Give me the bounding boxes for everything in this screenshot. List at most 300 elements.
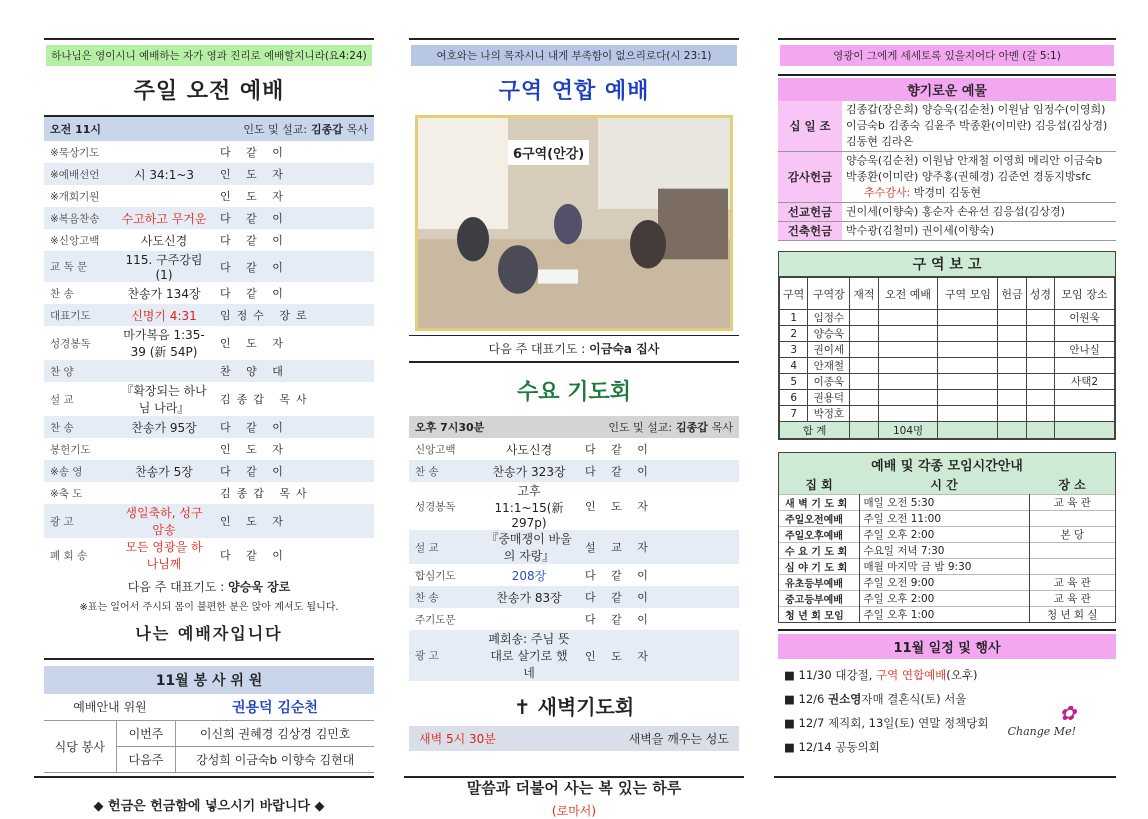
schedule-title: 예배 및 각종 모임시간안내: [779, 453, 1115, 476]
dawn-title: ✝ 새벽기도회: [513, 695, 635, 719]
meeting-name: 주일오후예배: [785, 530, 843, 542]
row-person: 다 같 이: [220, 234, 289, 247]
report-cell: 임정수: [808, 310, 850, 326]
meeting-name: 청 년 회 모임: [785, 610, 844, 622]
top-rule: [778, 38, 1116, 40]
row-person: 다 같 이: [220, 465, 289, 478]
photo-caption: 6구역(안강): [508, 140, 589, 165]
row-label: 찬 송: [415, 465, 439, 478]
report-cell: 이종욱: [808, 374, 850, 390]
total-label: 합 계: [780, 422, 850, 439]
row-person: 다 같 이: [585, 613, 654, 626]
row-person: 인 도 자: [585, 649, 654, 663]
report-cell: [878, 406, 938, 422]
report-cell: [878, 326, 938, 342]
report-cell: 2: [780, 326, 808, 342]
row-label: ※신앙고백: [50, 234, 100, 247]
schedule-row: [779, 590, 1115, 606]
row-person: 다 같 이: [585, 465, 654, 478]
report-row: [780, 358, 1115, 374]
kitchen-label: 식당 봉사: [44, 720, 116, 772]
report-cell: [1026, 406, 1054, 422]
bottom-rule-2: [404, 776, 744, 778]
row-label: 찬 송: [50, 287, 74, 300]
service-leader: 인도 및 설교: 김종갑 목사: [243, 123, 368, 136]
extra-label: 추수감사:: [864, 186, 911, 199]
offering-text: 권이세(이향숙) 홍순자 손유선 김응섭(김상경): [846, 205, 1065, 218]
report-cell: [1055, 390, 1115, 406]
row-label: 성경봉독: [415, 500, 456, 513]
row-person: 인 도 자: [585, 500, 654, 513]
bottom-rule-1: [34, 776, 374, 778]
report-cell: [1026, 390, 1054, 406]
dawn-time: 새벽 5시 30분: [419, 732, 496, 746]
schedule-row: [779, 542, 1115, 558]
report-cell: [850, 374, 878, 390]
row-content: 208장: [511, 568, 547, 583]
report-cell: [938, 390, 998, 406]
meeting-name: 주일오전예배: [785, 514, 843, 526]
offering-row: [778, 222, 1116, 241]
wednesday-order-table: [409, 416, 739, 681]
report-cell: [1026, 358, 1054, 374]
offering-table: [778, 101, 1116, 241]
row-label: 광 고: [50, 515, 74, 528]
row-label: 광 고: [415, 650, 439, 662]
meeting-place: 교 육 관: [1053, 496, 1091, 509]
top-rule: [44, 38, 374, 40]
meeting-place: [1029, 542, 1115, 558]
row-content: 찬송가 95장: [131, 420, 197, 435]
row-content: 고후 11:1~15(新 297p): [494, 484, 564, 530]
row-person: 다 같 이: [585, 569, 654, 582]
report-header: 구역장: [808, 278, 850, 310]
wednesday-leader: 인도 및 설교: 김종갑 목사: [608, 421, 733, 434]
offering-title: 향기로운 예물: [778, 78, 1116, 101]
report-table: [779, 277, 1115, 439]
bullet-icon: ■: [784, 715, 799, 730]
wednesday-title: 수요 기도회: [517, 380, 631, 405]
logo-text: Change Me!: [1007, 724, 1076, 738]
bullet-icon: ■: [784, 691, 799, 706]
offering-names: [842, 152, 1116, 203]
offering-text: 박수광(김철미) 권이세(이향숙): [846, 224, 995, 237]
service-row: [44, 438, 374, 460]
row-content: 찬송가 83장: [496, 590, 562, 605]
meeting-time: 주일 오후 1:00: [859, 606, 1029, 622]
page-title: 구역 연합 예배: [498, 79, 650, 104]
usher-label: 예배안내 위원: [73, 700, 147, 715]
report-cell: 박정호: [808, 406, 850, 422]
row-content: 찬송가 323장: [492, 464, 566, 479]
row-content: [114, 141, 214, 163]
service-row: [44, 207, 374, 229]
report-header-row: [780, 278, 1115, 310]
report-cell: [938, 358, 998, 374]
row-person: 다 같 이: [220, 421, 289, 434]
report-cell: [998, 390, 1026, 406]
service-row: [44, 460, 374, 482]
meeting-time: 수요일 저녁 7:30: [859, 542, 1029, 558]
row-person: 다 같 이: [220, 260, 289, 274]
row-label: 교 독 문: [50, 261, 88, 273]
row-label: 찬 송: [415, 591, 439, 604]
report-cell: [850, 390, 878, 406]
row-content: 115. 구주강림(1): [125, 253, 203, 282]
meeting-time: 매일 오전 5:30: [859, 494, 1029, 510]
row-person: 김종갑 목사: [220, 487, 313, 500]
service-row: [44, 382, 374, 416]
report-row: [780, 342, 1115, 358]
offering-names: [842, 101, 1116, 152]
report-cell: [850, 326, 878, 342]
report-cell: 1: [780, 310, 808, 326]
service-row: [409, 608, 739, 630]
bullet-icon: ■: [784, 739, 799, 754]
service-row: [409, 630, 739, 681]
meeting-name: 유초등부예배: [785, 578, 843, 590]
meeting-time: 주일 오후 2:00: [859, 590, 1029, 606]
meeting-time: 주일 오후 2:00: [859, 526, 1029, 542]
schedule-table: [779, 476, 1115, 622]
schedule-row: [779, 510, 1115, 526]
meeting-name: 중고등부예배: [785, 594, 843, 606]
row-content: 신명기 4:31: [131, 308, 197, 323]
report-header: 구역 모임: [938, 278, 998, 310]
meeting-time: 매월 마지막 금 밤 9:30: [859, 558, 1029, 574]
row-content: 찬송가 5장: [135, 464, 193, 479]
next-week-names: 강성희 이금숙b 이향숙 김현대: [196, 752, 355, 767]
service-row: [44, 251, 374, 282]
report-cell: [938, 310, 998, 326]
row-person: 김종갑 목사: [220, 393, 313, 406]
offering-row: [778, 203, 1116, 222]
report-cell: [878, 342, 938, 358]
events-list: [778, 667, 1116, 755]
report-total-row: [780, 422, 1115, 439]
change-me-logo: [1008, 701, 1076, 738]
row-label: ※송 영: [50, 465, 83, 478]
report-cell: [998, 358, 1026, 374]
page-title: 주일 오전 예배: [133, 79, 285, 104]
wednesday-time: 오후 7시30분: [415, 421, 485, 434]
bullet-icon: ■: [784, 667, 799, 682]
row-label: ※복음찬송: [50, 212, 100, 225]
meeting-time: 주일 오전 9:00: [859, 574, 1029, 590]
service-row: [44, 185, 374, 207]
dove-icon: ✿: [1059, 700, 1076, 725]
column-offerings: [778, 38, 1116, 755]
row-person: 임정수 장로: [220, 309, 313, 322]
row-label: ※축 도: [50, 487, 83, 500]
row-content: 사도신경: [505, 442, 553, 457]
report-cell: [1026, 310, 1054, 326]
row-label: 주기도문: [415, 613, 456, 626]
verse-banner: 여호와는 나의 목자시니 내게 부족함이 없으리로다(시 23:1): [411, 45, 737, 66]
top-rule: [409, 38, 739, 40]
report-row: [780, 374, 1115, 390]
report-cell: [998, 342, 1026, 358]
report-cell: 양승욱: [808, 326, 850, 342]
row-person: 찬 양 대: [220, 365, 289, 378]
report-cell: [998, 310, 1026, 326]
row-person: 다 같 이: [220, 146, 289, 159]
report-cell: 사택2: [1055, 374, 1115, 390]
row-content: 마가복음 1:35-39 (新 54P): [123, 328, 205, 359]
row-label: 찬 양: [50, 365, 74, 378]
row-person: 다 같 이: [220, 549, 289, 562]
report-cell: [938, 406, 998, 422]
report-cell: [850, 406, 878, 422]
row-label: 찬 송: [50, 421, 74, 434]
service-row: [44, 504, 374, 538]
event-text-post: (오후): [946, 667, 978, 682]
meeting-name: 수 요 기 도 회: [785, 546, 848, 558]
meeting-place: 본 당: [1060, 528, 1085, 541]
row-label: 봉헌기도: [50, 443, 91, 456]
report-cell: [1026, 374, 1054, 390]
row-person: 다 같 이: [585, 591, 654, 604]
service-order-table: [44, 117, 374, 572]
dawn-icon: ✝: [513, 695, 531, 719]
offering-names: [842, 203, 1116, 222]
row-content: 찬송가 134장: [127, 286, 201, 301]
meeting-place: [1029, 558, 1115, 574]
row-content: 생일축하, 성구암송: [125, 506, 203, 537]
row-label: 대표기도: [50, 309, 91, 322]
report-row: [780, 326, 1115, 342]
service-time: 오전 11시: [50, 123, 102, 136]
row-person: 인 도 자: [220, 443, 289, 456]
extra-names: 박경미 김동현: [913, 186, 981, 199]
row-content: 『중매쟁이 바울의 자랑』: [486, 532, 572, 563]
row-label: ※묵상기도: [50, 146, 100, 159]
offering-label: 십 일 조: [778, 101, 842, 152]
next-prayer: 다음 주 대표기도 : 양승욱 장로: [127, 580, 291, 594]
service-row: [44, 538, 374, 572]
row-label: ※개회기원: [50, 190, 100, 203]
row-person: 다 같 이: [220, 212, 289, 225]
meeting-name: 심 야 기 도 회: [785, 562, 848, 574]
service-row: [409, 564, 739, 586]
row-content: 사도신경: [140, 233, 188, 248]
row-person: 인 도 자: [220, 515, 289, 528]
column-sunday-service: [44, 38, 374, 814]
report-cell: [878, 374, 938, 390]
next-week-label: 다음주: [116, 746, 176, 772]
report-cell: [878, 390, 938, 406]
row-content: 폐회송: 주님 뜻대로 살기로 했네: [488, 632, 570, 680]
offering-text: 김종갑(장은희) 양승욱(김순천) 이원남 임정수(이영희) 이금숙b 김종숙 김윤주 박종환(이미란) 김응섭(김상경) 김동현 김라온: [846, 103, 1108, 148]
report-header: 오전 예배: [878, 278, 938, 310]
dawn-name: 새벽을 깨우는 성도: [628, 732, 729, 746]
report-cell: [850, 358, 878, 374]
report-header: 성경: [1026, 278, 1054, 310]
report-row: [780, 406, 1115, 422]
row-person: 설 교 자: [585, 541, 654, 554]
meeting-place: [1029, 510, 1115, 526]
row-content: 시 34:1~3: [133, 167, 195, 182]
schedule-row: [779, 494, 1115, 510]
service-team-title: 11월 봉 사 위 원: [44, 666, 374, 694]
report-cell: [1026, 342, 1054, 358]
service-row: [44, 482, 374, 504]
service-row: [44, 304, 374, 326]
report-cell: [938, 342, 998, 358]
report-row: [780, 390, 1115, 406]
report-header: 모임 장소: [1055, 278, 1115, 310]
row-person: 인 도 자: [220, 168, 289, 181]
service-row: [44, 229, 374, 251]
this-week-names: 이신희 권혜경 김상경 김민호: [199, 726, 351, 741]
offering-label: 감사헌금: [778, 152, 842, 203]
report-cell: [938, 326, 998, 342]
report-title: 구 역 보 고: [779, 252, 1115, 277]
report-cell: [998, 374, 1026, 390]
service-row: [44, 163, 374, 185]
this-week-label: 이번주: [116, 720, 176, 746]
service-row: [44, 326, 374, 360]
offering-row: [778, 101, 1116, 152]
report-cell: [850, 310, 878, 326]
report-cell: [998, 326, 1026, 342]
schedule-header-row: [779, 476, 1115, 494]
service-row: [409, 460, 739, 482]
event-date: 12/7: [798, 715, 825, 730]
report-cell: [878, 358, 938, 374]
report-cell: 3: [780, 342, 808, 358]
service-team-table: [44, 694, 374, 773]
district-report: [778, 251, 1116, 440]
row-content: [479, 608, 579, 630]
report-cell: 안재철: [808, 358, 850, 374]
schedule-row: [779, 606, 1115, 622]
report-cell: [1055, 406, 1115, 422]
meeting-place: 청 년 회 실: [1046, 608, 1098, 621]
report-cell: 권이세: [808, 342, 850, 358]
offering-text: 양승욱(김순천) 이원남 안재철 이영희 메리안 이금숙b 박종환(이미란) 양주홍(권혜경) 김준연 경동지방sfc: [846, 154, 1103, 183]
report-cell: [1055, 326, 1115, 342]
service-row: [409, 586, 739, 608]
service-row: [44, 282, 374, 304]
offering-label: 건축헌금: [778, 222, 842, 241]
service-row: [409, 438, 739, 460]
report-cell: 이원욱: [1055, 310, 1115, 326]
event-date: 12/6: [798, 691, 825, 706]
row-content: 수고하고 무거운: [121, 211, 207, 226]
event-bold: 권소영: [828, 691, 862, 706]
meeting-place: 교 육 관: [1053, 592, 1091, 605]
report-header: 재적: [850, 278, 878, 310]
row-content: [114, 482, 214, 504]
slogan: 나는 예배자입니다: [135, 624, 283, 643]
report-cell: [938, 374, 998, 390]
meeting-name: 새 벽 기 도 회: [785, 498, 848, 510]
group-photo: [415, 115, 733, 331]
row-label: 설 교: [415, 541, 439, 554]
motto: 말씀과 더불어 사는 복 있는 하루: [466, 779, 682, 797]
report-cell: [998, 406, 1026, 422]
total-value: 104명: [878, 422, 938, 439]
row-content: [114, 185, 214, 207]
report-cell: 권용덕: [808, 390, 850, 406]
event-date: 11/30: [798, 667, 832, 682]
event-text: 대강절,: [835, 667, 873, 682]
schedule-header: 집 회: [805, 478, 833, 493]
service-row: [44, 360, 374, 382]
row-label: 폐 회 송: [50, 549, 88, 562]
usher-names: 권용덕 김순천: [231, 699, 318, 716]
motto-sub: (로마서): [551, 804, 597, 818]
standing-note: ※표는 일어서 주시되 몸이 불편한 분은 앉아 계셔도 됩니다.: [79, 602, 339, 613]
row-content: [114, 438, 214, 460]
offering-label: 선교헌금: [778, 203, 842, 222]
column-district-service: [409, 38, 739, 819]
verse-banner: 영광이 그에게 세세토록 있을지어다 아멘 (갈 5:1): [780, 45, 1114, 66]
schedule-header: 장 소: [1058, 478, 1086, 493]
row-person: 인 도 자: [220, 337, 289, 350]
report-cell: 4: [780, 358, 808, 374]
report-cell: [1055, 358, 1115, 374]
next-prayer: 다음 주 대표기도 : 이금숙a 집사: [488, 342, 660, 356]
offering-names: [842, 222, 1116, 241]
row-person: 다 같 이: [220, 287, 289, 300]
row-content: 모든 영광을 하나님께: [125, 540, 203, 571]
offering-note: ◆ 헌금은 헌금함에 넣으시기 바랍니다 ◆: [93, 798, 325, 814]
schedule-row: [779, 526, 1115, 542]
row-label: 성경봉독: [50, 337, 91, 350]
service-row: [44, 141, 374, 163]
report-row: [780, 310, 1115, 326]
service-row: [409, 530, 739, 564]
events-title: 11월 일정 및 행사: [778, 634, 1116, 659]
dawn-bar: [409, 726, 739, 751]
row-content: [114, 360, 214, 382]
schedule-row: [779, 558, 1115, 574]
service-row: [409, 482, 739, 530]
event-text: 제직회, 13일(토) 연말 정책당회: [828, 715, 989, 730]
report-cell: [878, 310, 938, 326]
report-cell: [1026, 326, 1054, 342]
row-person: 다 같 이: [585, 443, 654, 456]
schedule-box: [778, 452, 1116, 623]
event-date: 12/14: [798, 739, 832, 754]
report-header: 헌금: [998, 278, 1026, 310]
meeting-place: 교 육 관: [1053, 576, 1091, 589]
row-label: ※예배선언: [50, 168, 100, 181]
report-cell: [850, 342, 878, 358]
report-cell: 안나실: [1055, 342, 1115, 358]
schedule-row: [779, 574, 1115, 590]
event-item: [784, 667, 1116, 683]
schedule-header: 시 간: [930, 478, 958, 493]
verse-banner: 하나님은 영이시니 예배하는 자가 영과 진리로 예배할지니라(요4:24): [46, 45, 372, 66]
bottom-rule-3: [774, 776, 1116, 778]
row-label: 신앙고백: [415, 443, 456, 456]
report-cell: 6: [780, 390, 808, 406]
row-person: 인 도 자: [220, 190, 289, 203]
event-item: [784, 739, 1116, 755]
event-highlight: 구역 연합예배: [875, 667, 947, 682]
service-row: [44, 416, 374, 438]
report-cell: 7: [780, 406, 808, 422]
report-cell: 5: [780, 374, 808, 390]
row-content: 『확장되는 하나님 나라』: [121, 384, 207, 415]
offering-row: [778, 152, 1116, 203]
event-text-post: 자매 결혼식(토) 서울: [861, 691, 967, 706]
row-label: 설 교: [50, 393, 74, 406]
event-text: 공동의회: [835, 739, 880, 754]
